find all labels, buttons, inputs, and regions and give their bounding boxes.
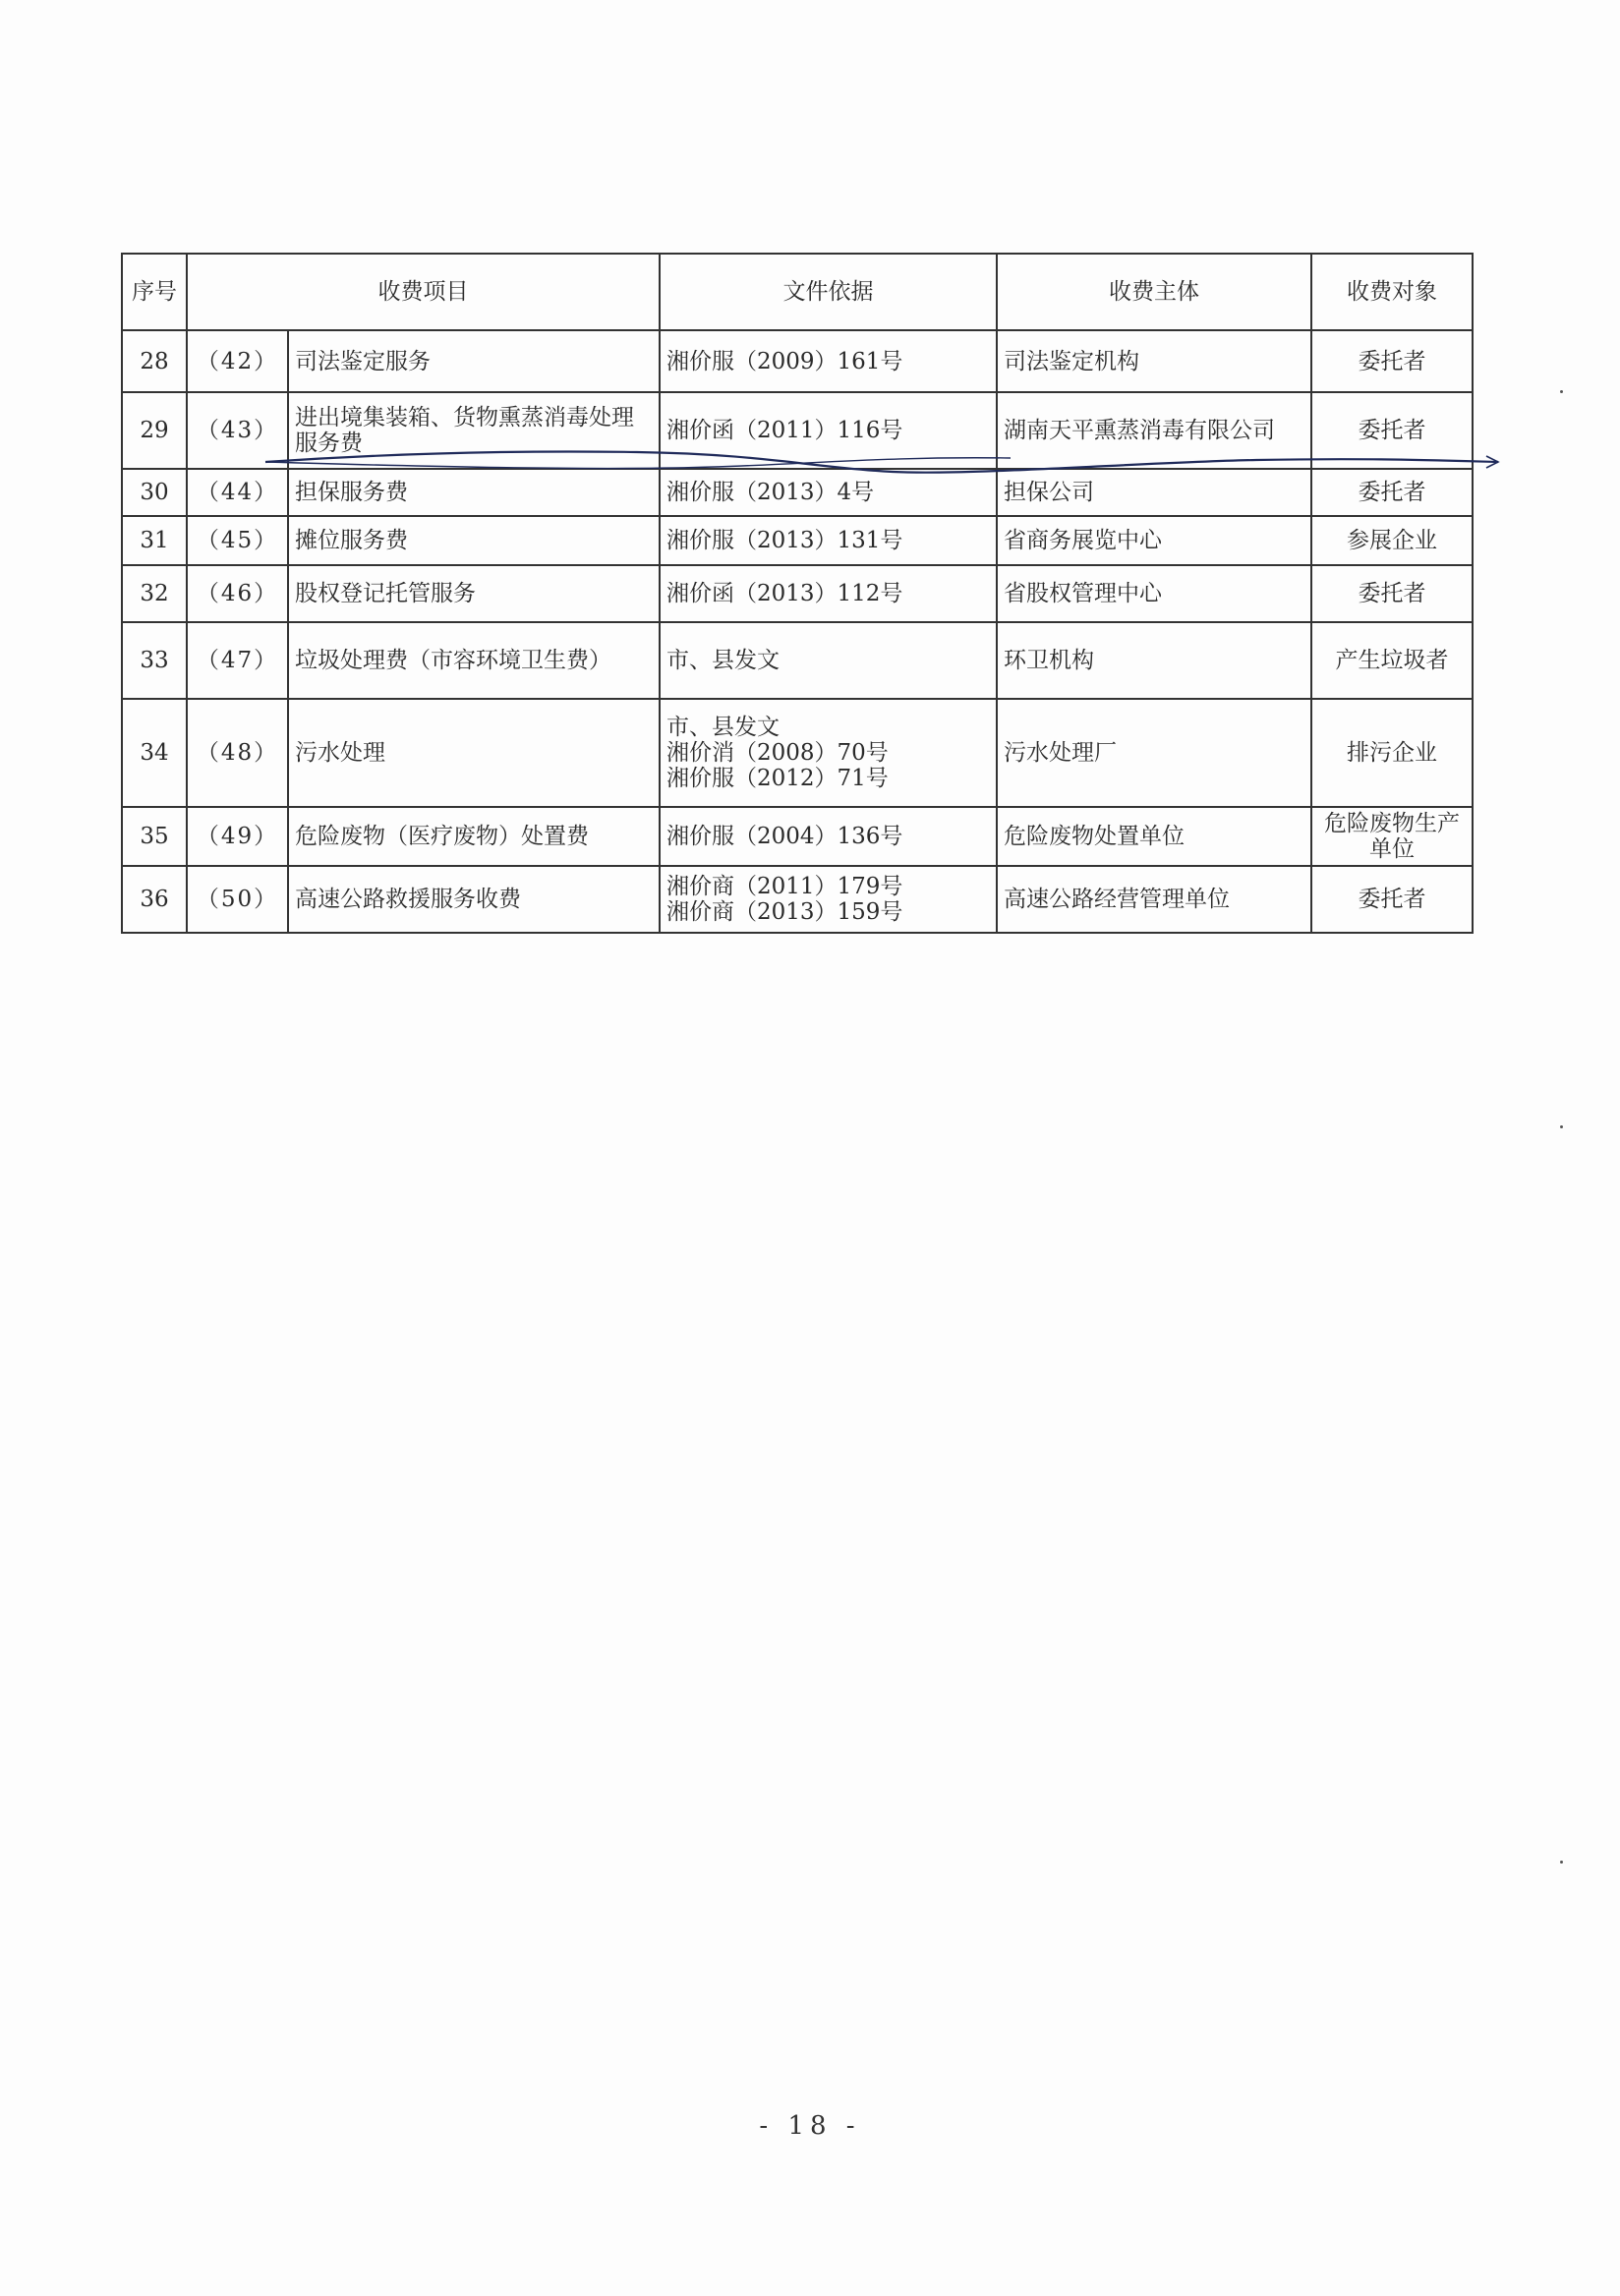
- document-line: 湘价服（2009）161号: [666, 348, 903, 374]
- cell-fee-item: 摊位服务费: [288, 516, 660, 565]
- cell-fee-item: 进出境集装箱、货物熏蒸消毒处理服务费: [288, 392, 660, 469]
- cell-fee-object: 委托者: [1311, 565, 1473, 622]
- cell-fee-object: 排污企业: [1311, 699, 1473, 807]
- document-line: 湘价商（2013）159号: [666, 899, 903, 925]
- fee-table: [121, 253, 1474, 934]
- cell-sub-number: （43）: [187, 392, 288, 469]
- cell-fee-item: 高速公路救援服务收费: [288, 866, 660, 933]
- cell-document-basis: [660, 807, 997, 866]
- document-line: 湘价服（2013）131号: [666, 528, 903, 553]
- table-row: [122, 807, 1473, 866]
- header-body: 收费主体: [997, 254, 1311, 330]
- table-row: [122, 699, 1473, 807]
- cell-sub-number: （48）: [187, 699, 288, 807]
- scan-mark: [1560, 390, 1563, 393]
- header-object: 收费对象: [1311, 254, 1473, 330]
- cell-fee-body: 高速公路经营管理单位: [997, 866, 1311, 933]
- scan-mark: [1560, 1125, 1563, 1128]
- document-line: 湘价商（2011）179号: [666, 874, 903, 899]
- cell-fee-body: 司法鉴定机构: [997, 330, 1311, 392]
- cell-sub-number: （46）: [187, 565, 288, 622]
- table-row: [122, 565, 1473, 622]
- table-row: [122, 866, 1473, 933]
- cell-fee-body: 担保公司: [997, 469, 1311, 516]
- cell-fee-item: 司法鉴定服务: [288, 330, 660, 392]
- cell-seq: 29: [122, 392, 187, 469]
- cell-document-basis: [660, 469, 997, 516]
- header-item: 收费项目: [187, 254, 660, 330]
- cell-sub-number: （50）: [187, 866, 288, 933]
- table-row: [122, 330, 1473, 392]
- cell-fee-body: 省商务展览中心: [997, 516, 1311, 565]
- table-header-row: [122, 254, 1473, 330]
- cell-fee-item: 污水处理: [288, 699, 660, 807]
- cell-document-basis: [660, 699, 997, 807]
- document-line: 湘价函（2013）112号: [666, 581, 903, 606]
- cell-fee-item: 担保服务费: [288, 469, 660, 516]
- cell-fee-object: 参展企业: [1311, 516, 1473, 565]
- cell-seq: 36: [122, 866, 187, 933]
- document-line: 湘价服（2004）136号: [666, 824, 903, 849]
- cell-document-basis: [660, 866, 997, 933]
- cell-document-basis: [660, 392, 997, 469]
- cell-seq: 30: [122, 469, 187, 516]
- cell-document-basis: [660, 565, 997, 622]
- cell-seq: 34: [122, 699, 187, 807]
- table-row: [122, 392, 1473, 469]
- cell-fee-object: 委托者: [1311, 392, 1473, 469]
- cell-fee-item: 股权登记托管服务: [288, 565, 660, 622]
- cell-fee-object: 产生垃圾者: [1311, 622, 1473, 699]
- cell-seq: 35: [122, 807, 187, 866]
- cell-fee-object: 委托者: [1311, 330, 1473, 392]
- cell-seq: 28: [122, 330, 187, 392]
- cell-fee-body: 省股权管理中心: [997, 565, 1311, 622]
- cell-fee-body: 污水处理厂: [997, 699, 1311, 807]
- table-row: [122, 622, 1473, 699]
- document-line: 湘价服（2013）4号: [666, 480, 875, 505]
- table-body: [122, 330, 1473, 933]
- cell-sub-number: （49）: [187, 807, 288, 866]
- table-row: [122, 469, 1473, 516]
- document-line: 湘价服（2012）71号: [666, 766, 889, 791]
- cell-document-basis: [660, 622, 997, 699]
- cell-fee-object: 危险废物生产单位: [1311, 807, 1473, 866]
- cell-fee-object: 委托者: [1311, 469, 1473, 516]
- cell-fee-body: 环卫机构: [997, 622, 1311, 699]
- header-seq: 序号: [122, 254, 187, 330]
- cell-fee-object: 委托者: [1311, 866, 1473, 933]
- document-line: 市、县发文: [666, 648, 780, 673]
- cell-fee-body: 湖南天平熏蒸消毒有限公司: [997, 392, 1311, 469]
- cell-sub-number: （42）: [187, 330, 288, 392]
- cell-fee-item: 垃圾处理费（市容环境卫生费）: [288, 622, 660, 699]
- document-line: 市、县发文: [666, 715, 780, 740]
- cell-document-basis: [660, 516, 997, 565]
- document-line: 湘价消（2008）70号: [666, 740, 889, 766]
- cell-seq: 33: [122, 622, 187, 699]
- page-number: - 18 -: [759, 2111, 861, 2141]
- cell-sub-number: （47）: [187, 622, 288, 699]
- header-doc: 文件依据: [660, 254, 997, 330]
- cell-document-basis: [660, 330, 997, 392]
- scan-mark: [1560, 1861, 1563, 1864]
- table-row: [122, 516, 1473, 565]
- cell-fee-body: 危险废物处置单位: [997, 807, 1311, 866]
- cell-sub-number: （45）: [187, 516, 288, 565]
- document-line: 湘价函（2011）116号: [666, 418, 903, 443]
- cell-seq: 32: [122, 565, 187, 622]
- cell-sub-number: （44）: [187, 469, 288, 516]
- cell-fee-item: 危险废物（医疗废物）处置费: [288, 807, 660, 866]
- cell-seq: 31: [122, 516, 187, 565]
